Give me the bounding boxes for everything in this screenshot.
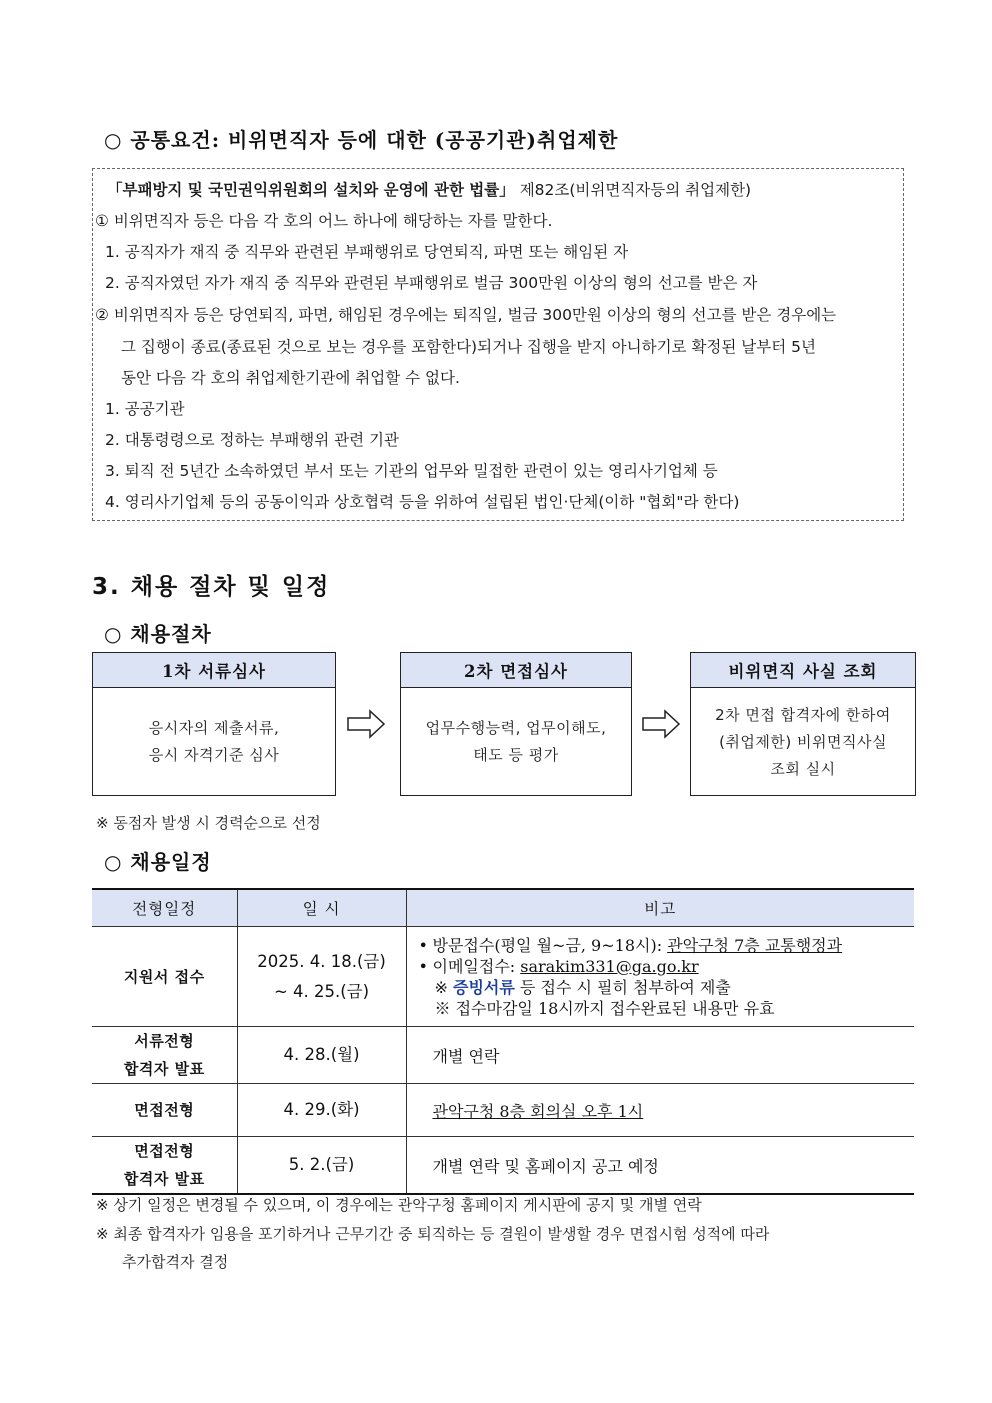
note-emphasis: 증빙서류: [453, 977, 515, 997]
label-line: 합격자 발표: [123, 1170, 205, 1188]
step-misconduct-check: [690, 652, 916, 796]
arrow-right-icon: [641, 709, 681, 739]
stage-remark: [406, 927, 914, 1027]
stage-remark: 개별 연락 및 홈페이지 공고 예정: [406, 1137, 914, 1195]
law-citation: [107, 178, 751, 200]
clause-2-line: 그 집행이 종료(종료된 것으로 보는 경우를 포함한다)되거나 집행을 받지 아니하기로 확정된 날부터 5년: [121, 338, 816, 356]
schedule-table: [92, 888, 914, 1195]
email-label: 이메일접수:: [432, 956, 521, 976]
stage-label: [92, 1027, 237, 1084]
stage-remark: 개별 연락: [406, 1027, 914, 1084]
clause-2-item: 1. 공공기관: [105, 400, 185, 418]
step-line: 응시 자격기준 심사: [148, 746, 280, 764]
list-item: ※ 접수마감일 18시까지 접수완료된 내용만 유효: [434, 998, 775, 1018]
step-description: [401, 688, 631, 796]
procedure-heading: ○ 채용절차: [104, 622, 212, 646]
stage-label: 지원서 접수: [92, 927, 237, 1027]
step-line: 응시자의 제출서류,: [148, 719, 280, 737]
stage-label: 면접전형: [92, 1084, 237, 1137]
label-line: 면접전형: [134, 1142, 195, 1160]
list-item: • 방문접수(평일 월~금, 9~18시): 관악구청 7층 교통행정과: [418, 935, 843, 955]
table-row: [92, 1027, 914, 1084]
step-title: 비위면직 사실 조회: [691, 653, 915, 688]
visit-place: 관악구청 7층 교통행정과: [667, 935, 843, 955]
arrow-right-icon: [346, 709, 386, 739]
law-article: 제82조(비위면직자등의 취업제한): [514, 181, 752, 199]
date-line: 2025. 4. 18.(금): [257, 951, 386, 971]
law-title: 「부패방지 및 국민권익위원회의 설치와 운영에 관한 법률」: [107, 181, 515, 199]
note-rest: 등 접수 시 필히 첨부하여 제출: [514, 977, 731, 997]
footnote: ※ 최종 합격자가 임용을 포기하거나 근무기간 중 퇴직하는 등 결원이 발생할 경우 면접시험 성적에 따라: [96, 1225, 770, 1243]
stage-date: [237, 927, 406, 1027]
step-document-review: [92, 652, 336, 796]
date-line: ~ 4. 25.(금): [273, 981, 370, 1001]
clause-1-item: 1. 공직자가 재직 중 직무와 관련된 부패행위로 당연퇴직, 파면 또는 해임된 자: [105, 243, 629, 261]
tie-note: ※ 동점자 발생 시 경력순으로 선정: [96, 814, 321, 832]
step-line: 조회 실시: [770, 759, 836, 778]
table-header-row: [92, 889, 914, 927]
label-line: 서류전형: [134, 1032, 195, 1050]
clause-1-item: 2. 공직자였던 자가 재직 중 직무와 관련된 부패행위로 벌금 300만원 이상의 형의 선고를 받은 자: [105, 274, 758, 292]
stage-remark: 관악구청 8층 회의실 오후 1시: [406, 1084, 914, 1137]
clause-2-line: 동안 다음 각 호의 취업제한기관에 취업할 수 없다.: [121, 369, 460, 387]
step-line: 2차 면접 합격자에 한하여: [715, 705, 891, 724]
clause-2-item: 4. 영리사기업체 등의 공동이익과 상호협력 등을 위하여 설립된 법인·단체(이하 "협회"라 한다): [105, 493, 740, 511]
table-row: [92, 1084, 914, 1137]
common-requirement-heading: ○ 공통요건: 비위면직자 등에 대한 (공공기관)취업제한: [104, 128, 619, 152]
step-description: [93, 688, 335, 796]
list-item: • 이메일접수: sarakim331@ga.go.kr: [418, 956, 699, 976]
step-line: 태도 등 평가: [473, 746, 559, 764]
stage-date: 4. 28.(월): [237, 1027, 406, 1084]
column-header: 비고: [406, 889, 914, 927]
list-item: [433, 977, 915, 998]
schedule-heading: ○ 채용일정: [104, 850, 212, 874]
clause-1: ① 비위면직자 등은 다음 각 호의 어느 하나에 해당하는 자를 말한다.: [95, 212, 553, 230]
clause-2-item: 2. 대통령령으로 정하는 부패행위 관련 기관: [105, 431, 399, 449]
stage-date: 5. 2.(금): [237, 1137, 406, 1195]
clause-2-line: ② 비위면직자 등은 당연퇴직, 파면, 해임된 경우에는 퇴직일, 벌금 300만원 이상의 형의 선고를 받은 경우에는: [95, 306, 837, 324]
step-description: [691, 688, 915, 796]
footnote-continuation: 추가합격자 결정: [122, 1253, 229, 1271]
step-interview: [400, 652, 632, 796]
law-excerpt-box: [92, 168, 904, 521]
note-prefix: ※: [434, 977, 453, 997]
column-header: 일 시: [237, 889, 406, 927]
column-header: 전형일정: [92, 889, 237, 927]
footnote: ※ 상기 일정은 변경될 수 있으며, 이 경우에는 관악구청 홈페이지 게시판에 공지 및 개별 연락: [96, 1196, 702, 1214]
step-title: 1차 서류심사: [93, 653, 335, 688]
clause-2-item: 3. 퇴직 전 5년간 소속하였던 부서 또는 기관의 업무와 밀접한 관련이 있는 영리사기업체 등: [105, 462, 718, 480]
table-row: [92, 1137, 914, 1195]
table-row: [92, 927, 914, 1027]
visit-label: 방문접수(평일 월~금, 9~18시):: [432, 935, 668, 955]
step-title: 2차 면접심사: [401, 653, 631, 688]
stage-label: [92, 1137, 237, 1195]
section-title: 3. 채용 절차 및 일정: [92, 574, 331, 600]
email-address-link[interactable]: sarakim331@ga.go.kr: [520, 956, 699, 976]
step-line: 업무수행능력, 업무이해도,: [425, 719, 607, 737]
step-line: (취업제한) 비위면직사실: [719, 732, 887, 751]
stage-date: 4. 29.(화): [237, 1084, 406, 1137]
label-line: 합격자 발표: [123, 1060, 205, 1078]
